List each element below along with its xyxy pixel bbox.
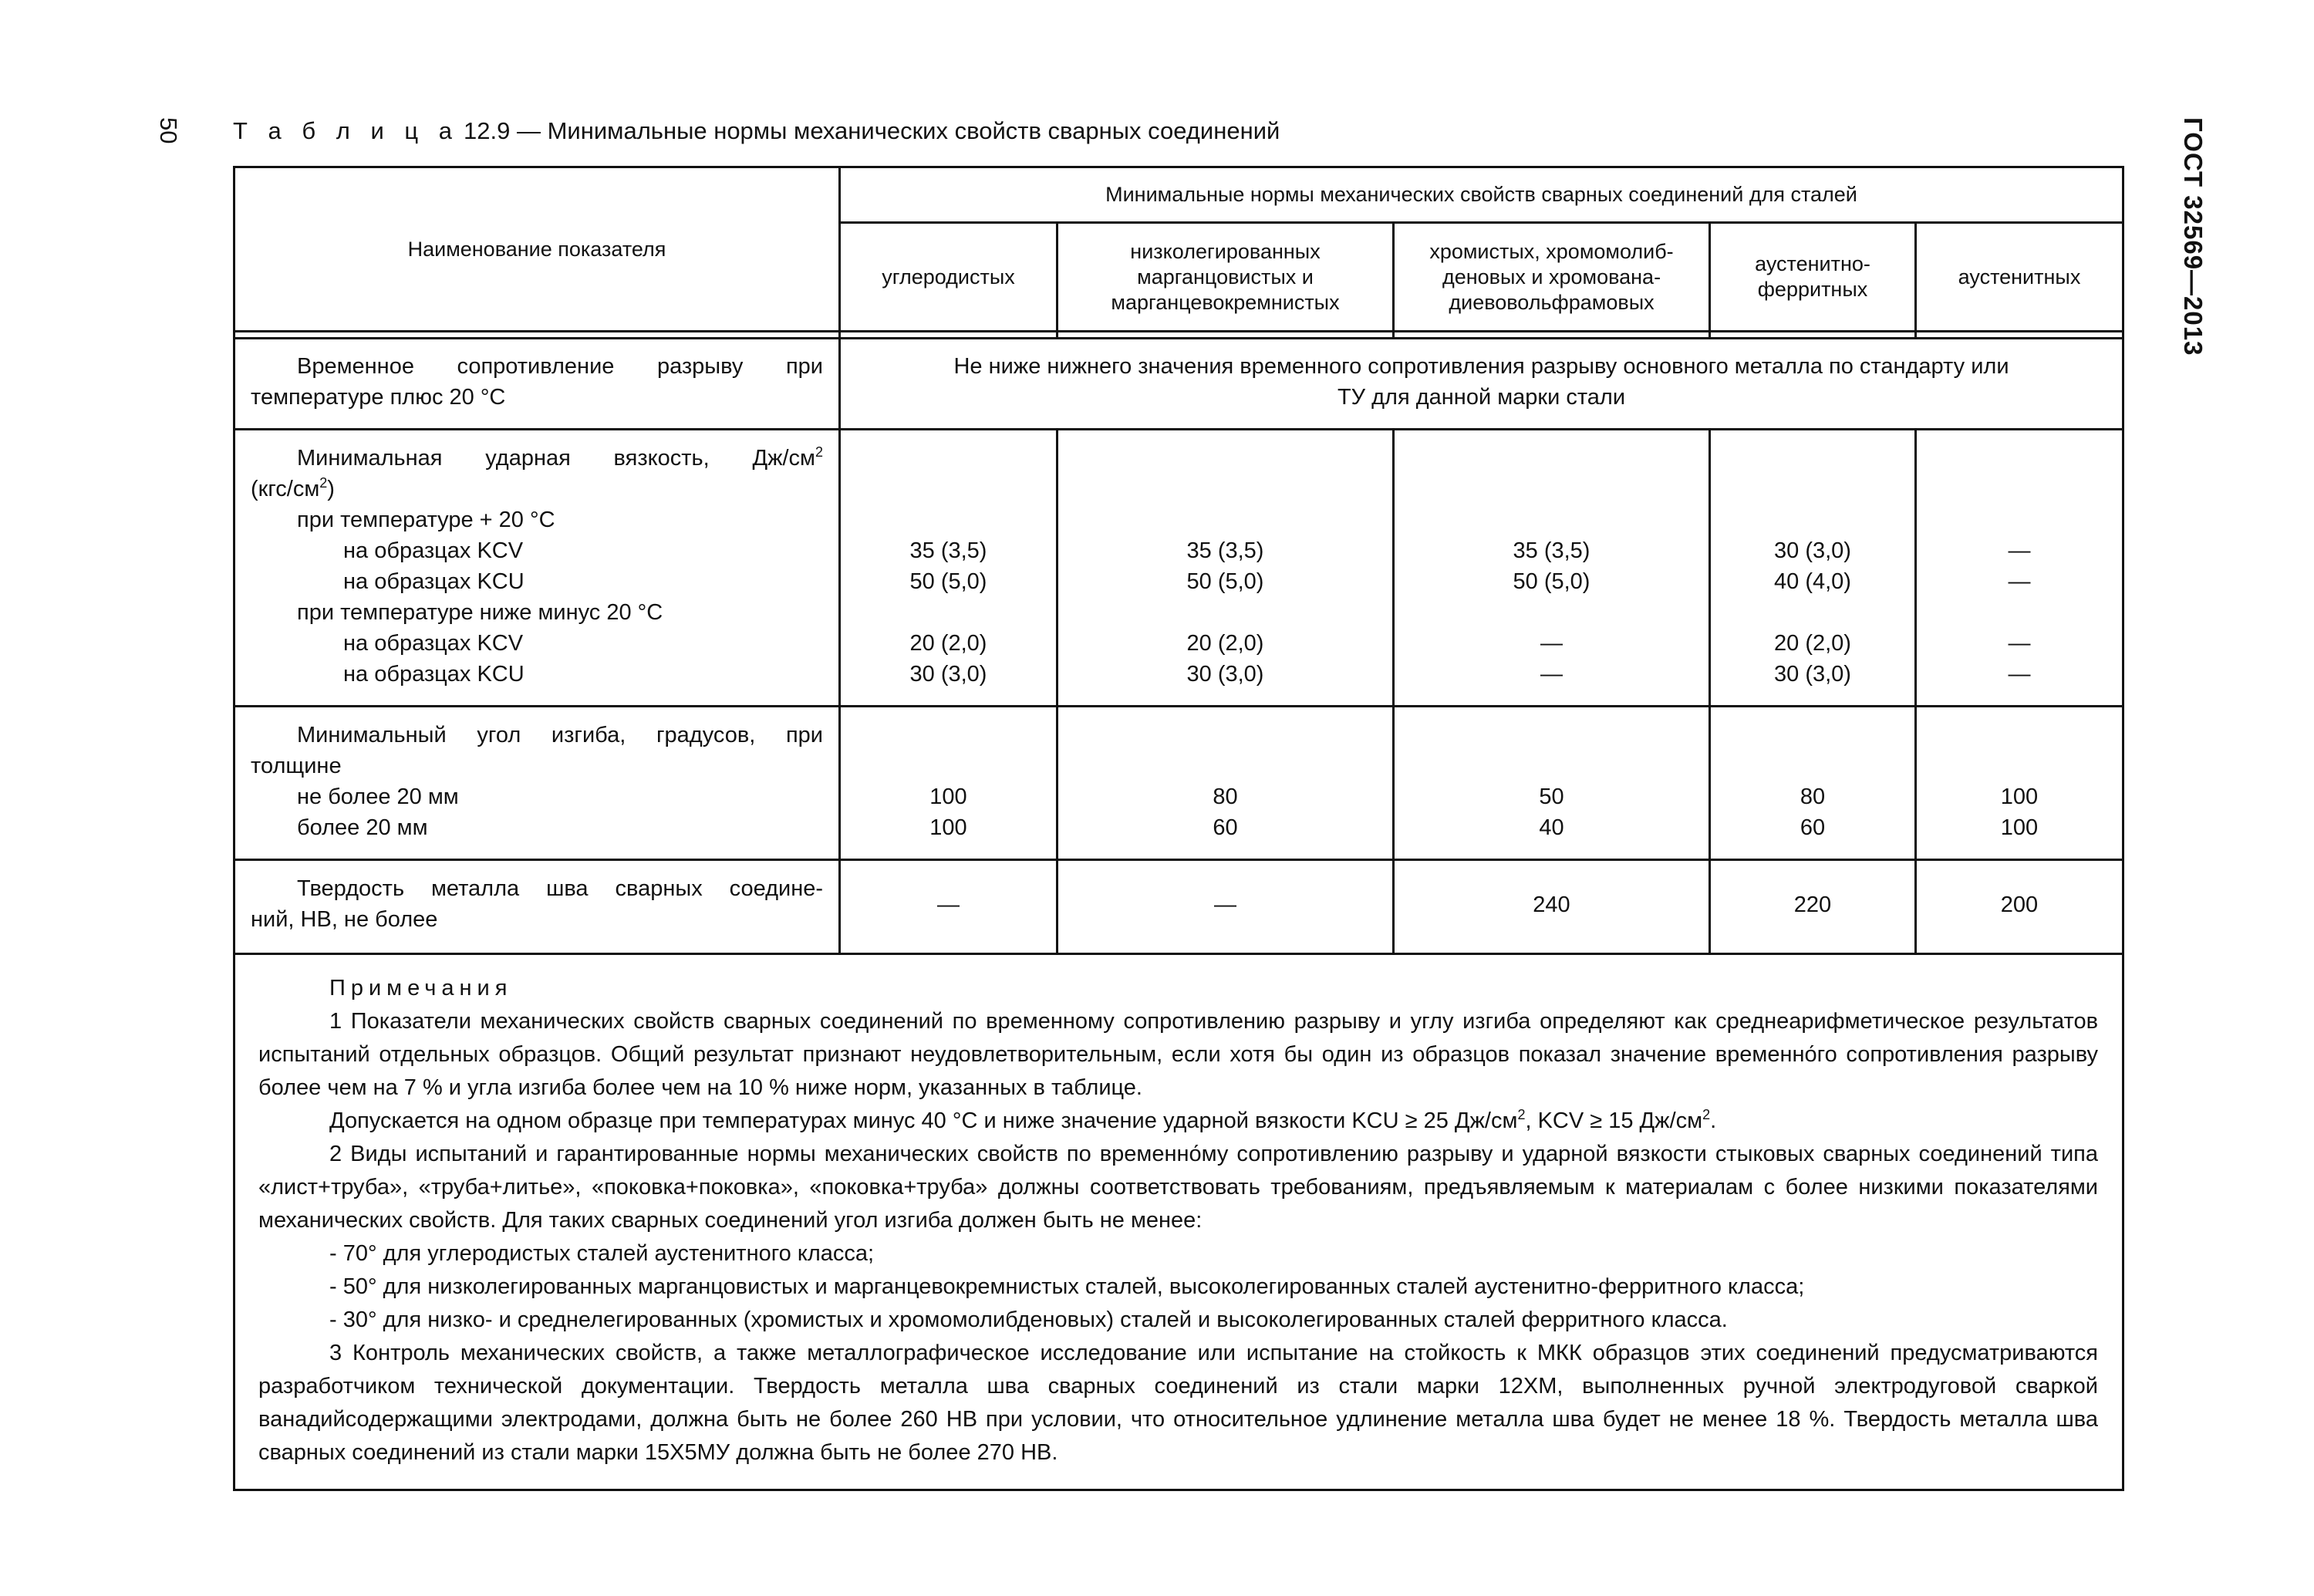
value-cell: 30 (3,0) [909, 662, 987, 687]
note-2: 2 Виды испытаний и гарантированные нормы механических свойств по временно́му сопротивлению разрыву и ударной вязкости стыковых сварных соединений типа «лист+труба», «труба+литье», «поковка+поковка», «поковка+труба» должны соответствовать требованиям, предъявляемым к материалам с более низкими показателями механических свойств. Для таких сварных соединений угол изгиба должен быть не менее: [258, 1142, 2098, 1233]
value-cell: — [1540, 662, 1563, 687]
row-bend-label-line1: Минимальный угол изгиба, градусов, при [297, 723, 823, 747]
superscript: 2 [1702, 1107, 1711, 1122]
header-col-line: углеродистых [882, 265, 1015, 288]
impact-values-austenitic-ferritic [1711, 535, 1914, 690]
notes-title: Примечания [329, 976, 513, 1000]
table-caption-prefix: Т а б л и ц а [233, 117, 460, 144]
note-1-impact-text: Допускается на одном образце при температурах минус 40 °С и ниже значение ударной вязкости KCU ≥ 25 Дж/см [329, 1108, 1518, 1133]
impact-values-low-alloy [1058, 535, 1392, 690]
hardness-value-austenitic-ferritic: 220 [1793, 892, 1832, 917]
row-impact-sub-temp-minus20: при температуре ниже минус 20 °С [297, 600, 663, 625]
hardness-value-low-alloy: — [1214, 892, 1236, 917]
value-cell: 60 [1800, 815, 1826, 840]
bend-values-austenitic-ferritic [1711, 781, 1914, 843]
row-bend-label [235, 720, 838, 843]
impact-unit-close: ) [327, 477, 335, 501]
page-number: 50 [155, 117, 182, 144]
header-col-line: марганцовистых и [1137, 265, 1314, 288]
value-cell: 30 (3,0) [1186, 662, 1264, 687]
header-col-line: низколегированных [1130, 239, 1321, 263]
row-hardness-label-line2: ний, НВ, не более [251, 907, 438, 932]
row-impact-kcu: на образцах KCU [343, 569, 525, 594]
header-col-low-alloy [1058, 224, 1392, 330]
value-cell: — [2008, 569, 2031, 594]
header-col-line: диевовольфрамовых [1449, 290, 1655, 314]
bend-values-austenitic [1917, 781, 2122, 843]
value-cell: 20 (2,0) [1186, 631, 1264, 656]
table-caption-text: 12.9 — Минимальные нормы механических свойств сварных соединений [464, 117, 1280, 144]
value-cell: 100 [2000, 785, 2039, 809]
value-cell: 100 [2000, 815, 2039, 840]
header-steel-group: Минимальные нормы механических свойств сварных соединений для сталей [1105, 183, 1857, 206]
row-hardness-label [235, 873, 838, 935]
value-cell: 50 (5,0) [909, 569, 987, 594]
value-cell: 50 (5,0) [1186, 569, 1264, 594]
note-2-bullet: - 50° для низколегированных марганцовистых и марганцевокремнистых сталей, высоколегированных сталей аустенитно-ферритного класса; [329, 1274, 1805, 1299]
column-divider [1709, 428, 1711, 954]
impact-values-chromium [1395, 535, 1709, 690]
row-impact-label-line2 [251, 474, 823, 504]
row-impact-sub-temp-plus20: при температуре + 20 °С [297, 508, 555, 532]
row-divider [233, 859, 2124, 861]
row-bend-sub-gt20: более 20 мм [297, 815, 428, 840]
row-impact-kcu-low: на образцах KCU [343, 662, 525, 687]
row-tensile-label [235, 351, 838, 413]
header-col-austenitic-ferritic [1711, 224, 1914, 330]
header-col-carbon [841, 224, 1056, 330]
impact-unit-text: (кгс/см [251, 477, 320, 501]
header-col-austenitic [1917, 224, 2122, 330]
row-tensile-requirement-line2: ТУ для данной марки стали [1337, 385, 1626, 410]
row-divider [233, 705, 2124, 707]
row-impact-label [235, 443, 838, 690]
notes-divider [233, 953, 2124, 955]
value-cell: 100 [929, 815, 967, 840]
value-cell: 35 (3,5) [909, 538, 987, 563]
note-1-impact-text: . [1710, 1108, 1717, 1133]
impact-values-austenitic [1917, 535, 2122, 690]
header-bottom-rule [233, 330, 2124, 332]
row-tensile-requirement-line1: Не ниже нижнего значения временного сопротивления разрыву основного металла по стандарту или [953, 354, 2009, 379]
hardness-value-carbon: — [937, 892, 960, 917]
row-impact-kcv-low: на образцах KCV [343, 631, 524, 656]
value-cell: 30 (3,0) [1774, 538, 1851, 563]
value-cell: — [2008, 538, 2031, 563]
hardness-value-austenitic: 200 [2000, 892, 2039, 917]
note-1-impact-text: , KCV ≥ 15 Дж/см [1525, 1108, 1703, 1133]
superscript: 2 [1517, 1107, 1526, 1122]
note-3: 3 Контроль механических свойств, а также металлографическое исследование или испытание на стойкость к МКК образцов этих соединений предусматриваются разработчиком технической документации. Твердость металла шва сварных соединений из стали марки 12ХМ, выполненных ручной электродуговой сваркой ванадийсодержащими электродами, должна быть не более 260 НВ при условии, что относительное удлинение металла шва будет не менее 18 %. Твердость металла шва сварных соединений из стали марки 15Х5МУ должна быть не более 270 НВ. [258, 1341, 2098, 1465]
document-code: ГОСТ 32569—2013 [2179, 117, 2208, 356]
header-col-line: хромистых, хромомолиб- [1429, 239, 1674, 263]
row-tensile-requirement [841, 351, 2122, 413]
value-cell: 20 (2,0) [1774, 631, 1851, 656]
value-cell: — [2008, 631, 2031, 656]
note-1: 1 Показатели механических свойств сварных соединений по временному сопротивлению разрыву и углу изгиба определяют как среднеарифметическое результатов испытаний отдельных образцов. Общий результат признают неудовлетворительным, если хотя бы один из образцов показал значение временно́го сопротивления разрыву более чем на 7 % и угла изгиба более чем на 10 % ниже норм, указанных в таблице. [258, 1009, 2098, 1100]
column-divider [1056, 428, 1058, 954]
value-cell: 40 [1539, 815, 1564, 840]
column-divider [1392, 428, 1395, 954]
row-impact-kcv: на образцах KCV [343, 538, 524, 563]
hardness-value-chromium: 240 [1533, 892, 1570, 917]
header-col-line: ферритных [1757, 278, 1868, 301]
superscript: 2 [319, 475, 328, 491]
row-hardness-label-line1: Твердость металла шва сварных соедине- [297, 876, 823, 901]
column-divider [1914, 428, 1917, 954]
value-cell: 40 (4,0) [1774, 569, 1851, 594]
value-cell: 50 (5,0) [1513, 569, 1590, 594]
bend-values-low-alloy [1058, 781, 1392, 843]
value-cell: 80 [1213, 785, 1238, 809]
row-impact-label-line1 [251, 443, 823, 474]
impact-values-carbon [841, 535, 1056, 690]
value-cell: 30 (3,0) [1774, 662, 1851, 687]
bend-values-carbon [841, 781, 1056, 843]
value-cell: 20 (2,0) [909, 631, 987, 656]
row-tensile-label-line2: температуре плюс 20 °С [251, 385, 506, 410]
table-caption [233, 117, 1280, 145]
header-col-line: аустенитно- [1755, 252, 1870, 275]
header-parameter-name: Наименование показателя [407, 237, 666, 261]
value-cell: 35 (3,5) [1513, 538, 1590, 563]
header-col-chromium [1395, 224, 1709, 330]
notes-section [258, 972, 2098, 1469]
note-2-bullet: - 30° для низко- и среднелегированных (хромистых и хромомолибденовых) сталей и высоколегированных сталей ферритного класса. [329, 1308, 1728, 1332]
impact-label-text: Минимальная ударная вязкость, Дж/см [297, 446, 815, 471]
value-cell: — [2008, 662, 2031, 687]
superscript: 2 [815, 444, 823, 460]
value-cell: 35 (3,5) [1186, 538, 1264, 563]
header-col-line: деновых и хромована- [1442, 265, 1661, 288]
value-cell: — [1540, 631, 1563, 656]
row-bend-sub-le20: не более 20 мм [297, 785, 459, 809]
value-cell: 80 [1800, 785, 1826, 809]
row-tensile-label-line1: Временное сопротивление разрыву при [297, 354, 823, 379]
row-bend-label-line2: толщине [251, 754, 342, 778]
value-cell: 60 [1213, 815, 1238, 840]
value-cell: 50 [1539, 785, 1564, 809]
note-2-bullet: - 70° для углеродистых сталей аустенитного класса; [329, 1241, 875, 1266]
row-divider [233, 428, 2124, 430]
header-col-line: марганцевокремнистых [1111, 290, 1340, 314]
value-cell: 100 [929, 785, 967, 809]
note-1-impact [258, 1105, 2098, 1138]
header-bottom-rule-double [233, 337, 2124, 339]
bend-values-chromium [1395, 781, 1709, 843]
header-col-line: аустенитных [1958, 265, 2081, 288]
